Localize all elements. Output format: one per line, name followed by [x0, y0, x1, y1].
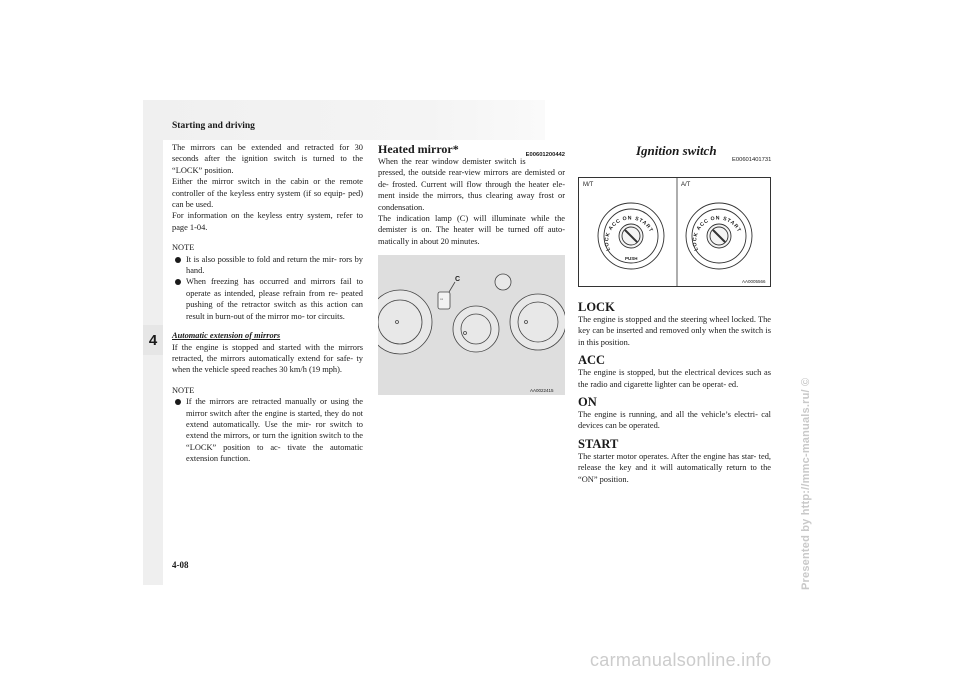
paragraph: Either the mirror switch in the cabin or the remote controller of the keyless entry system (if so equip- ped) can be used.	[172, 177, 363, 210]
ignition-switch-illustration	[579, 178, 770, 286]
paragraph: If the engine is stopped and started with the mirrors retracted, the mirrors automatically extend for safe- ty when the vehicle speed reaches 30 km/h (19 mph).	[172, 342, 363, 375]
paragraph: The indication lamp (C) will illuminate while the demister is on. The heater will be turned off auto- matically in about 20 minutes.	[378, 214, 565, 246]
figure-code: AA0005566	[742, 279, 766, 284]
subheading: Automatic extension of mirrors	[172, 331, 281, 341]
paragraph: When the rear window demister switch is pressed, the outside rear-view mirrors are demisted or de- frosted. Current will flow through the heater ele- ment inside the mirrors, thus clearing away frost or condensation.	[378, 157, 565, 212]
ignition-terms	[578, 301, 771, 485]
term-body: The engine is stopped and the steering wheel locked. The key can be inserted and removed only when the switch is in this position.	[578, 315, 771, 347]
push-label: PUSH	[625, 256, 638, 261]
page-number: 4-08	[172, 560, 189, 570]
mt-label: M/T	[583, 182, 594, 188]
paragraph: The mirrors can be extended and retracted for 30 seconds after the ignition switch is turned to the “LOCK” position.	[172, 143, 363, 175]
running-header: Starting and driving	[172, 121, 255, 131]
watermark: Presented by http://mmc-manuals.ru/ ©	[800, 377, 812, 590]
note-item: It is also possible to fold and return the mir- rors by hand.	[186, 254, 363, 276]
header-band	[143, 100, 545, 140]
section-title-text: Heated mirror*	[378, 142, 459, 156]
ignition-switch-figure	[578, 177, 771, 287]
note-item: When freezing has occurred and mirrors fail to operate as intended, please refrain from re- peated pushing of the retractor switch as this action can result in burn-out of the mirror mo- tor circuits.	[186, 277, 363, 321]
note-list	[172, 254, 363, 322]
term-heading: ON	[578, 395, 597, 410]
side-band	[143, 140, 163, 585]
label-c: C	[455, 276, 461, 283]
term-heading: LOCK	[578, 300, 615, 314]
section-title	[378, 142, 565, 156]
heated-mirror-figure	[378, 255, 565, 395]
term-heading: ACC	[578, 353, 606, 368]
note-label: NOTE	[172, 385, 195, 395]
term-body: The engine is running, and all the vehicle’s electri- cal devices can be operated.	[578, 410, 771, 431]
figure-code: AA0022415	[530, 388, 554, 393]
column-1	[172, 142, 363, 465]
section-title: Ignition switch	[636, 143, 717, 158]
dashboard-switch-illustration	[378, 255, 565, 395]
demister-icon: ▭	[440, 297, 444, 301]
column-2	[378, 142, 565, 247]
term-heading: START	[578, 436, 619, 451]
note-label: NOTE	[172, 243, 195, 253]
footer-logo[interactable]: carmanualsonline.info	[590, 650, 772, 670]
term-body: The engine is stopped, but the electrical devices such as the radio and cigarette lighter can be operat- ed.	[578, 368, 771, 389]
ring-text-left: LOCK ACC ON START	[604, 215, 655, 252]
at-label: A/T	[681, 182, 691, 188]
note-item: If the mirrors are retracted manually or using the mirror switch after the engine is started, they do not extend automatically. Use the mir- ror switch to extend the mirrors, or turn the ignition switch to the “LOCK” position to ac- tivate the automatic extension function.	[186, 397, 363, 464]
section-code: E00601200442	[525, 152, 565, 158]
term-body: The starter motor operates. After the engine has star- ted, release the key and it will automatically return to the “ON” position.	[578, 451, 771, 484]
note-list	[172, 396, 363, 464]
ring-text-right: LOCK ACC ON START	[692, 215, 743, 252]
chapter-tab: 4	[143, 325, 163, 355]
paragraph: For information on the keyless entry system, refer to page 1-04.	[172, 211, 363, 232]
section-code: E00601401731	[732, 157, 772, 163]
